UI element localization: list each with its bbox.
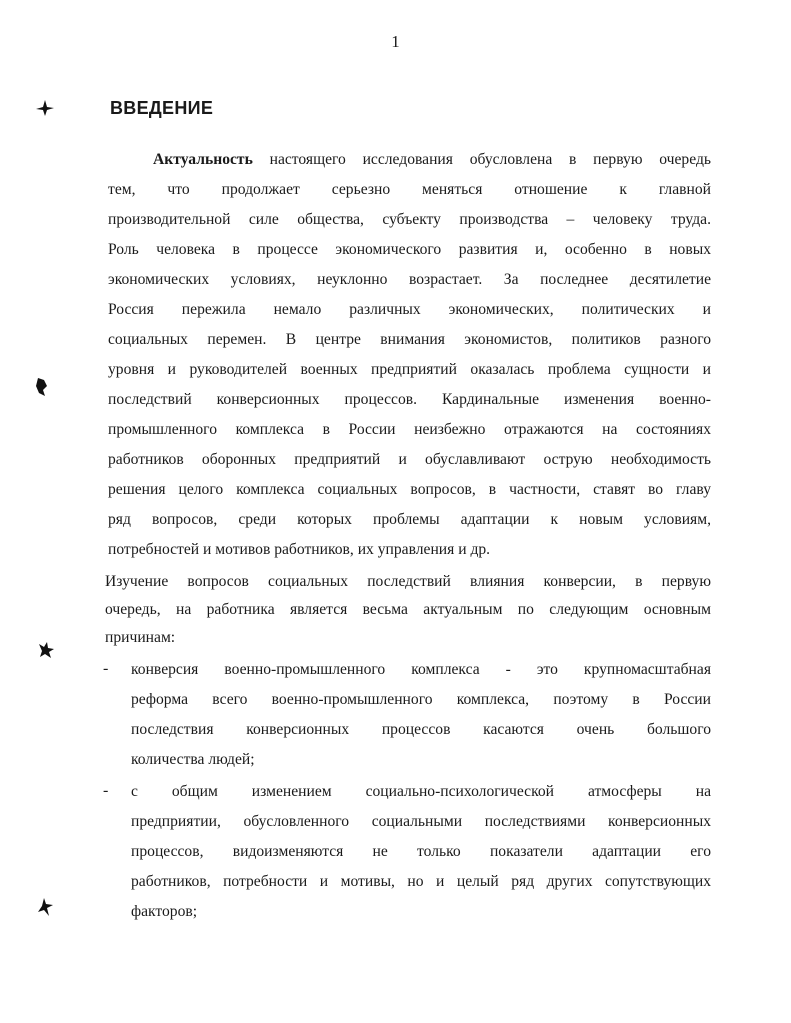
paragraph-line: уровня и руководителей военных предприятий оказалась проблема сущности и bbox=[108, 361, 711, 378]
paragraph-line: Роль человека в процессе экономического развития и, особенно в новых bbox=[108, 241, 711, 258]
paragraph-line: Изучение вопросов социальных последствий влияния конверсии, в первую bbox=[105, 573, 711, 590]
ink-spot-icon bbox=[34, 98, 56, 118]
bullet-line: реформа всего военно-промышленного комплекса, поэтому в России bbox=[131, 691, 711, 708]
bullet-marker: - bbox=[103, 782, 109, 799]
bullet-line: работников, потребности и мотивы, но и целый ряд других сопутствующих bbox=[131, 873, 711, 890]
paragraph-line: Россия пережила немало различных экономических, политических и bbox=[108, 301, 711, 318]
bullet-line: предприятии, обусловленного социальными последствиями конверсионных bbox=[131, 813, 711, 830]
paragraph-line: социальных перемен. В центре внимания экономистов, политиков разного bbox=[108, 331, 711, 348]
bullet-marker: - bbox=[103, 660, 109, 677]
paragraph-line: решения целого комплекса социальных вопросов, в частности, ставят во главу bbox=[108, 481, 711, 498]
paragraph-line: работников оборонных предприятий и обуславливают острую необходимость bbox=[108, 451, 711, 468]
paragraph-line: причинам: bbox=[105, 629, 176, 646]
bullet-line: процессов, видоизменяются не только показатели адаптации его bbox=[131, 843, 711, 860]
paragraph-line: промышленного комплекса в России неизбежно отражаются на состояниях bbox=[108, 421, 711, 438]
page-number: 1 bbox=[391, 32, 400, 51]
paragraph-line bbox=[153, 150, 711, 170]
first-line-text: настоящего исследования обусловлена в первую очередь bbox=[252, 151, 711, 168]
section-heading: ВВЕДЕНИЕ bbox=[110, 98, 214, 118]
paragraph-line: тем, что продолжает серьезно меняться отношение к главной bbox=[108, 181, 711, 198]
lead-word: Актуальность bbox=[153, 151, 253, 168]
ink-spot-icon bbox=[36, 896, 56, 918]
bullet-line: конверсия военно-промышленного комплекса - это крупномасштабная bbox=[131, 661, 711, 678]
ink-spot-icon bbox=[34, 376, 50, 398]
bullet-line: последствия конверсионных процессов касаются очень большого bbox=[131, 721, 711, 738]
bullet-line: количества людей; bbox=[131, 751, 255, 768]
paragraph-line: производительной силе общества, субъекту производства – человеку труда. bbox=[108, 211, 711, 228]
ink-spot-icon bbox=[36, 640, 56, 660]
bullet-line: факторов; bbox=[131, 903, 198, 920]
paragraph-line: потребностей и мотивов работников, их управления и др. bbox=[108, 541, 491, 558]
paragraph-line: очередь, на работника является весьма актуальным по следующим основным bbox=[105, 601, 711, 618]
paragraph-line: ряд вопросов, среди которых проблемы адаптации к новым условиям, bbox=[108, 511, 711, 528]
paragraph-line: последствий конверсионных процессов. Кардинальные изменения военно- bbox=[108, 391, 711, 408]
bullet-line: с общим изменением социально-психологической атмосферы на bbox=[131, 783, 711, 800]
paragraph-line: экономических условиях, неуклонно возрастает. За последнее десятилетие bbox=[108, 271, 711, 288]
